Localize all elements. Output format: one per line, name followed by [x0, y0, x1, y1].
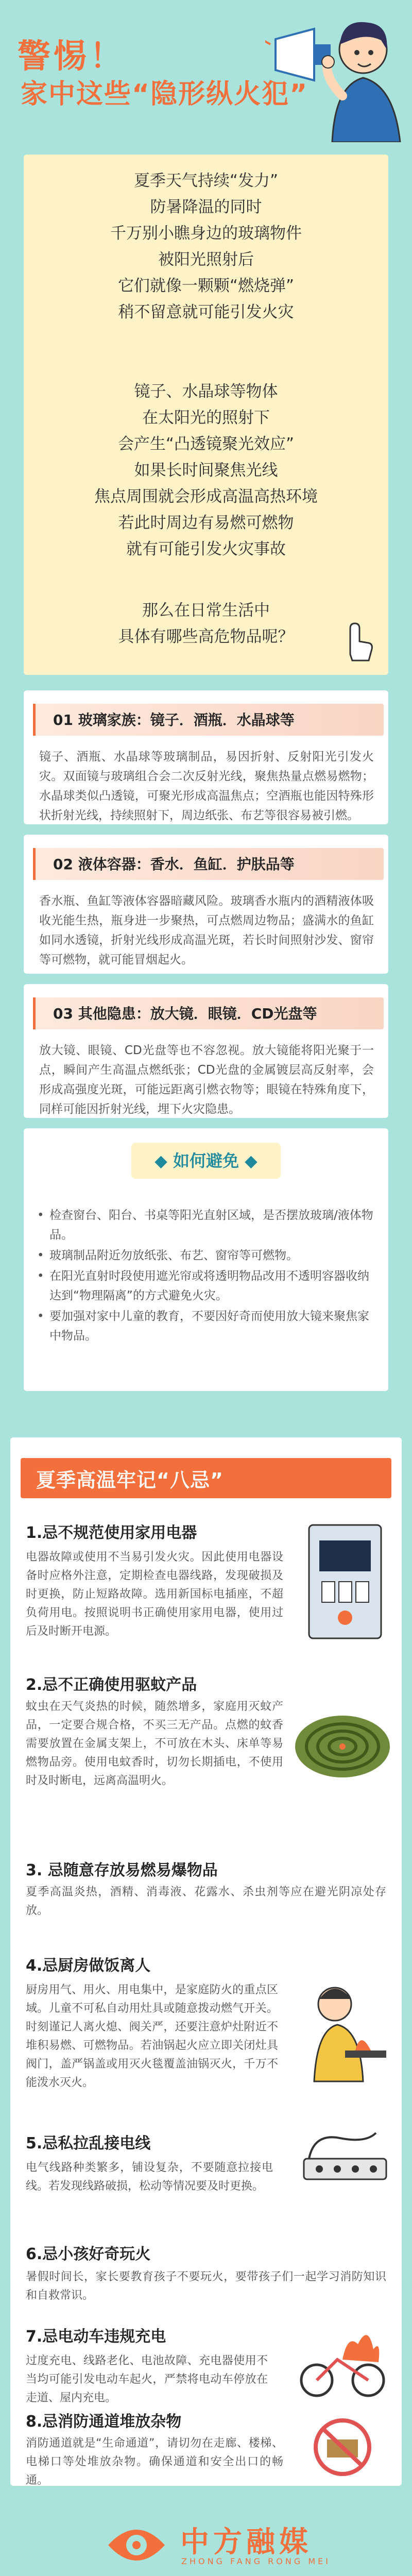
hazard-card-title	[33, 997, 384, 1029]
hazard-card-body: 香水瓶、鱼缸等液体容器暗藏风险。玻璃香水瓶内的酒精液体吸收光能生热，瓶身进一步聚热，可点燃周边物品；盛满水的鱼缸如同水透镜，折射光线形成高温光斑，若长时间照射沙发、窗帘等可燃物，就可能冒烟起火。	[39, 894, 374, 967]
taboo-text: 过度充电、线路老化、电池故障、充电器使用不当均可能引发电动车起火，严禁将电动车停放在走道、屋内充电。	[26, 2354, 268, 2404]
power-strip-illustration	[299, 2128, 391, 2200]
intro-line: 防暑降温的同时	[150, 198, 262, 216]
intro-line: 夏季天气持续“发力”	[133, 172, 279, 190]
how-to-avoid-title	[131, 1143, 281, 1179]
header	[0, 0, 412, 155]
taboo-title: 7.忌电动车违规充电	[26, 2328, 166, 2346]
footer	[0, 2499, 412, 2576]
eight-taboos-title: 夏季高温牢记“八忌”	[36, 1469, 224, 1492]
how-to-avoid-panel	[24, 1128, 388, 1391]
intro-line: 焦点周围就会形成高温高热环境	[94, 487, 318, 506]
title-hidden-arsonist: 家中这些“隐形纵火犯”	[21, 79, 308, 110]
taboo-text: 暑假时间长，家长要教育孩子不要玩火，要带孩子们一起学习消防知识和自救常识。	[26, 2270, 386, 2302]
avoid-item: • 玻璃制品附近勿放纸张、布艺、窗帘等可燃物。	[37, 1246, 375, 1265]
intro-line: 它们就像一颗颗“燃烧弹”	[117, 277, 295, 295]
no-clutter-sign-icon	[304, 2416, 381, 2478]
hazard-card-liquid	[24, 835, 388, 974]
megaphone-person-illustration	[265, 8, 404, 142]
kitchen-cooking-illustration	[288, 1973, 391, 2097]
hazard-card-title-text: 01 玻璃家族：镜子．酒瓶．水晶球等	[53, 711, 295, 728]
taboo-title: 1.忌不规范使用家用电器	[26, 1524, 197, 1542]
taboo-text: 消防通道就是“生命通道”，请切勿在走廊、楼梯、电梯口等处堆放杂物。确保通道和安全出口的畅通。	[26, 2437, 283, 2487]
eight-taboos-header	[21, 1458, 391, 1498]
brand-name: 中方融媒	[180, 2526, 312, 2559]
intro-panel	[24, 155, 388, 675]
mosquito-coil-illustration	[291, 1705, 394, 1788]
avoid-item: • 检查窗台、阳台、书桌等阳光直射区域，是否摆放玻璃/液体物品。	[37, 1206, 375, 1245]
intro-paragraph-1	[24, 168, 388, 326]
intro-line: 被阳光照射后	[158, 250, 254, 269]
ebike-fire-illustration	[291, 2324, 394, 2401]
intro-line: 会产生“凸透镜聚光效应”	[117, 435, 295, 453]
intro-line: 千万别小瞧身边的玻璃物件	[110, 224, 302, 243]
taboo-text: 电器故障或使用不当易引发火灾。因此使用电器设备时应格外注意，定期检查电器线路，发现破损及时更换，防止短路故障。选用新国标电插座，不超负荷用电。按照说明书正确使用家用电器，使用过后及时断开电源。	[26, 1551, 283, 1638]
avoid-item: • 在阳光直射时段使用遮光帘或将透明物品改用不透明容器收纳达到“物理隔离”的方式避免火灾。	[37, 1266, 375, 1306]
brand-logo-icon	[103, 2519, 170, 2571]
taboo-text: 电气线路种类繁多，铺设复杂，不要随意拉接电线。若发现线路破损，松动等情况要及时更换。	[26, 2161, 273, 2193]
taboo-text: 厨房用气、用火、用电集中，是家庭防火的重点区域。儿童不可私自动用灶具或随意拨动燃气开关。时刻谨记人离火熄、阀关严，还要注意炉灶附近不堆积易燃、可燃物品。若油锅起火应立即关闭灶具阀门，盖严锅盖或用灭火毯覆盖油锅灭火，千万不能泼水灭火。	[26, 1984, 278, 2089]
hazard-card-title-text: 03 其他隐患：放大镜．眼镜．CD光盘等	[53, 1005, 317, 1022]
intro-paragraph-3	[24, 598, 388, 650]
avoid-item: • 要加强对家中儿童的教育，不要因好奇而使用放大镜来聚焦家中物品。	[37, 1307, 375, 1346]
brand-subtitle: ZHONG FANG RONG MEI	[181, 2556, 331, 2566]
taboo-title: 2.忌不正确使用驱蚊产品	[26, 1676, 197, 1694]
taboo-title: 4.忌厨房做饭离人	[26, 1957, 151, 1975]
intro-line: 在太阳光的照射下	[142, 409, 270, 427]
hazard-card-title	[33, 848, 384, 880]
hazard-card-body: 放大镜、眼镜、CD光盘等也不容忽视。放大镜能将阳光聚于一点，瞬间产生高温点燃纸张；CD光盘的金属镀层高反射率，会形成高强度光斑，可能远距离引燃衣物等；眼镜在特殊角度下，同样可能因折射光线，埋下火灾隐患。	[39, 1044, 374, 1116]
diamond-icon: ◆	[154, 1151, 173, 1171]
taboo-title: 8.忌消防通道堆放杂物	[26, 2413, 182, 2431]
hazard-card-title	[33, 704, 384, 736]
intro-line: 若此时周边有易燃可燃物	[118, 514, 294, 532]
intro-line: 具体有哪些高危物品呢？	[118, 628, 294, 646]
hazard-card-body: 镜子、酒瓶、水晶球等玻璃制品，易因折射、反射阳光引发火灾。双面镜与玻璃组合会二次反射光线，聚焦热量点燃易燃物；水晶球类似凸透镜，可聚光形成高温焦点；空酒瓶也能因特殊形状折射光线，持续照射下，周边纸张、布艺等很容易被引燃。	[39, 750, 374, 822]
intro-line: 就有可能引发火灾事故	[126, 540, 286, 558]
how-to-avoid-title-text: 如何避免	[173, 1151, 239, 1171]
taboo-title: 3. 忌随意存放易燃易爆物品	[26, 1861, 218, 1879]
intro-line: 如果长时间聚焦光线	[134, 461, 278, 480]
title-warning: 警惕！	[18, 38, 126, 76]
eight-taboos-panel	[10, 1437, 402, 2486]
taboo-title: 5.忌私拉乱接电线	[26, 2134, 151, 2153]
taboo-text: 蚊虫在天气炎热的时候，随然增多，家庭用灭蚊产品，一定要合规合格，不买三无产品。点燃的蚊香需要放置在金属支架上，不可放在木头、床单等易燃物品旁。使用电蚊香时，切勿长期插电，不使用时及时断电，远离高温明火。	[26, 1700, 283, 1787]
intro-line: 稍不留意就可能引发火灾	[118, 303, 294, 321]
taboo-title: 6.忌小孩好奇玩火	[26, 2245, 151, 2263]
hand-pointer-icon	[339, 618, 375, 665]
diamond-icon: ◆	[239, 1151, 258, 1171]
intro-line: 那么在日常生活中	[142, 601, 270, 620]
intro-paragraph-2	[24, 379, 388, 563]
hazard-card-glass	[24, 690, 388, 824]
taboo-text: 夏季高温炎热，酒精、消毒液、花露水、杀虫剂等应在避光阴凉处存放。	[26, 1886, 386, 1917]
electric-meter-illustration	[299, 1515, 391, 1649]
avoid-list	[37, 1206, 375, 1347]
hazard-card-other	[24, 984, 388, 1118]
intro-line: 镜子、水晶球等物体	[134, 382, 278, 401]
hazard-card-title-text: 02 液体容器：香水．鱼缸．护肤品等	[53, 856, 295, 873]
